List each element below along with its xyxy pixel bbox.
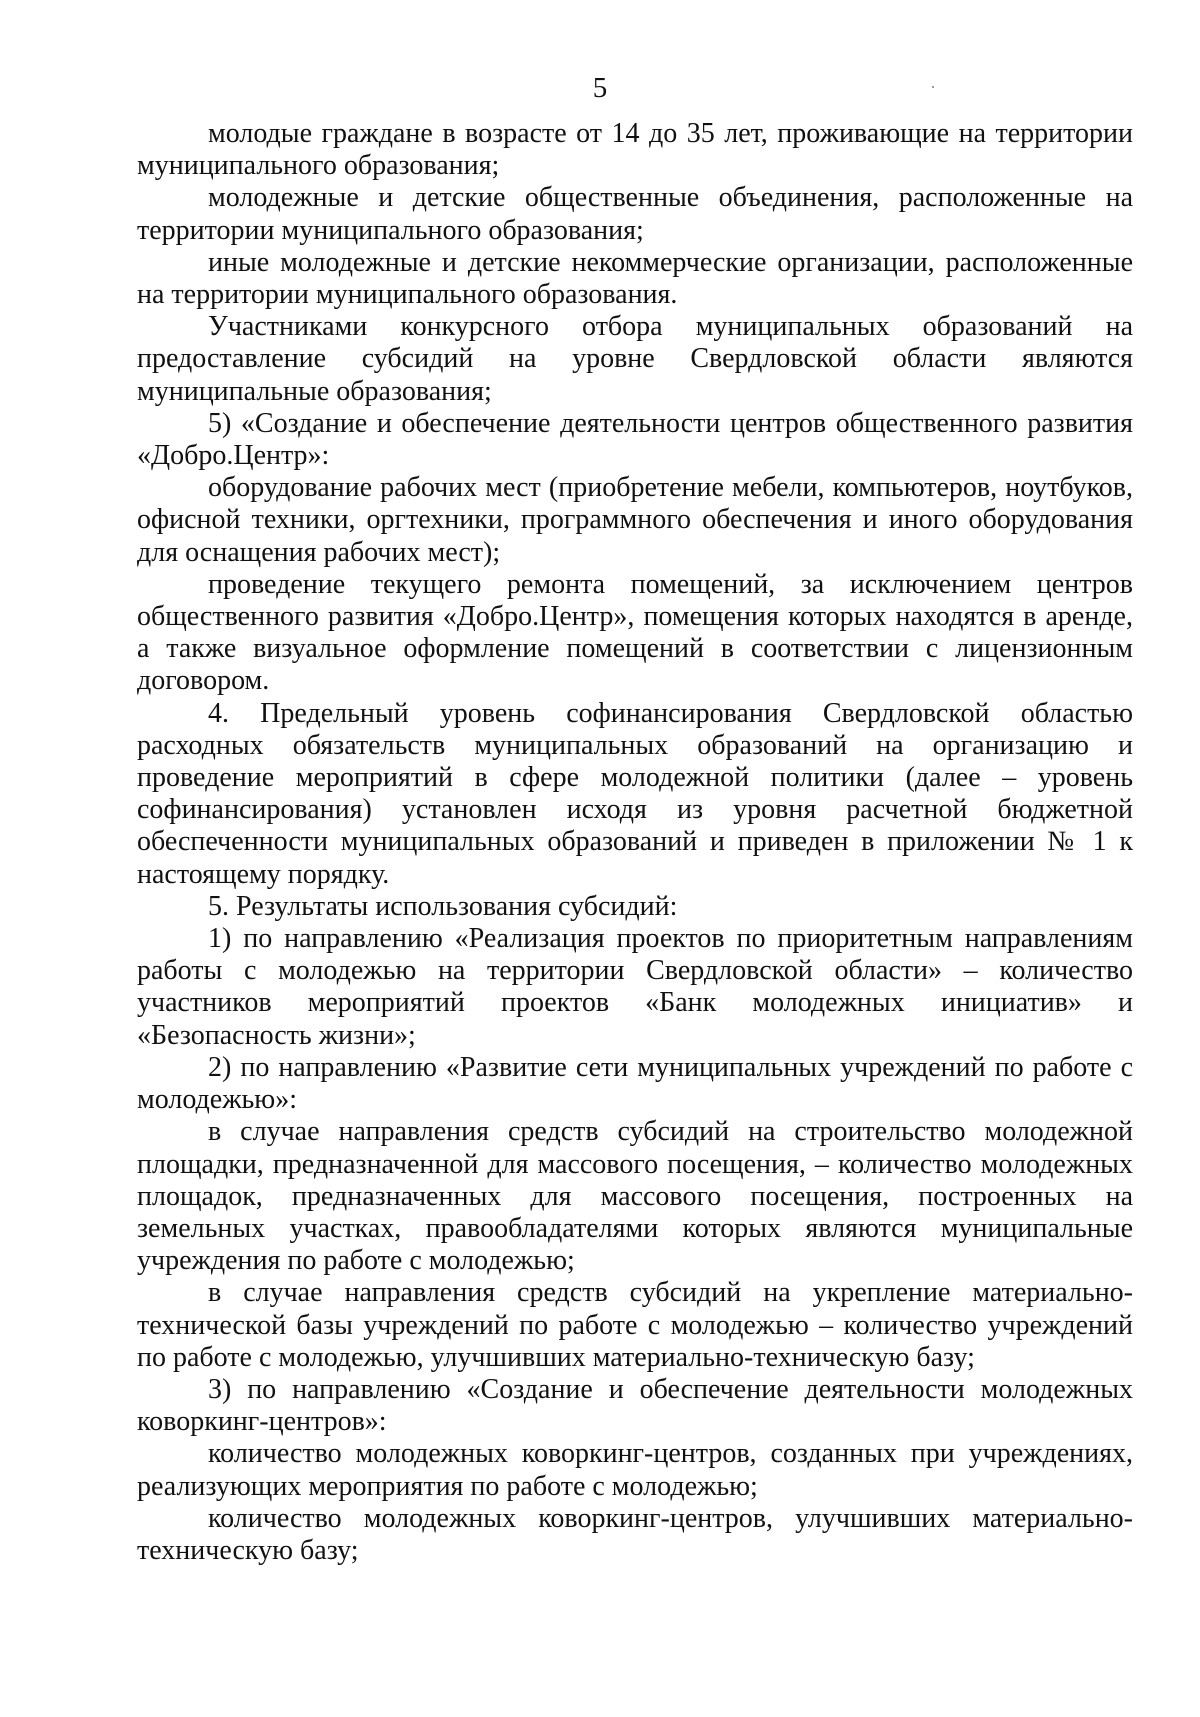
paragraph-workplace-equipment: оборудование рабочих мест (приобретение мебели, компьютеров, ноутбуков, офисной техники, оргтехники, программного обеспечения и иного оборудования для оснащения рабочих мест); <box>137 472 1133 568</box>
paragraph-selection-participants: Участниками конкурсного отбора муниципальных образований на предоставление субсидий на уровне Свердловской области являются муниципальные образования; <box>137 311 1133 407</box>
paragraph-public-associations: молодежные и детские общественные объединения, расположенные на территории муниципального образования; <box>137 182 1133 246</box>
paragraph-premises-repair: проведение текущего ремонта помещений, за исключением центров общественного развития «Добро.Центр», помещения которых находятся в аренде, а также визуальное оформление помещений в соответствии с лицензионным договором. <box>137 568 1133 697</box>
paragraph-coworking-created: количество молодежных коворкинг-центров, созданных при учреждениях, реализующих мероприятия по работе с молодежью; <box>137 1438 1133 1502</box>
paragraph-material-base-strengthening: в случае направления средств субсидий на укрепление материально-технической базы учреждений по работе с молодежью – количество учреждений по работе с молодежью, улучшивших материально-техническую базу; <box>137 1277 1133 1373</box>
paragraph-coworking-improved: количество молодежных коворкинг-центров, улучшивших материально-техническую базу; <box>137 1502 1133 1566</box>
scan-speck <box>932 86 934 88</box>
paragraph-subsidy-results-heading: 5. Результаты использования субсидий: <box>208 890 678 922</box>
paragraph-item-5-dobro-center: 5) «Создание и обеспечение деятельности центров общественного развития «Добро.Центр»: <box>137 407 1133 472</box>
paragraph-nonprofit-organizations: иные молодежные и детские некоммерческие организации, расположенные на территории муниципального образования. <box>137 246 1133 311</box>
paragraph-result-1-priority-projects: 1) по направлению «Реализация проектов по приоритетным направлениям работы с молодежью на территории Свердловской области» – количество участников мероприятий проектов «Банк молодежных инициатив» и «Безопасность жизни»; <box>137 923 1133 1051</box>
paragraph-result-3-coworking-centers: 3) по направлению «Создание и обеспечение деятельности молодежных коворкинг-центров»: <box>137 1373 1133 1438</box>
paragraph-result-2-institutions-network: 2) по направлению «Развитие сети муниципальных учреждений по работе с молодежью»: <box>137 1051 1133 1116</box>
paragraph-young-citizens: молодые граждане в возрасте от 14 до 35 лет, проживающие на территории муниципального образования; <box>137 118 1133 182</box>
page-number: 5 <box>592 72 608 104</box>
document-body <box>137 118 1133 1567</box>
paragraph-youth-playground-construction: в случае направления средств субсидий на строительство молодежной площадки, предназначенной для массового посещения, – количество молодежных площадок, предназначенных для массового посещения, построенных на земельных участках, правообладателями которых являются муниципальные учреждения по работе с молодежью; <box>137 1116 1133 1277</box>
paragraph-cofinancing-level: 4. Предельный уровень софинансирования Свердловской областью расходных обязательств муниципальных образований на организацию и проведение мероприятий в сфере молодежной политики (далее – уровень софинансирования) установлен исходя из уровня расчетной бюджетной обеспеченности муниципальных образований и приведен в приложении № 1 к настоящему порядку. <box>137 697 1133 890</box>
